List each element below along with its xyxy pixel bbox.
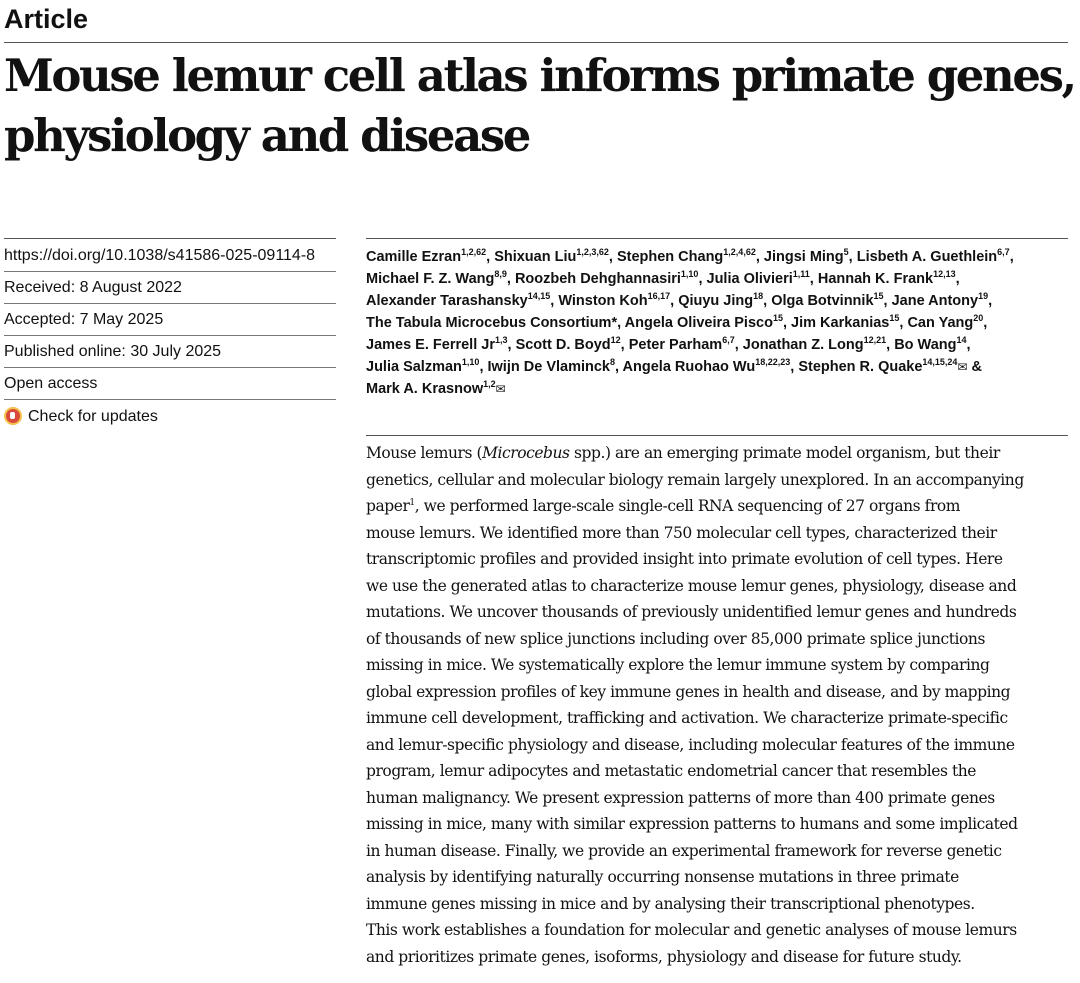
author-affiliation: 8,9 [494,269,507,280]
abstract-line [366,626,1070,653]
author-separator: , [763,293,772,309]
author-name[interactable]: Roozbeh Dehghannasiri [514,271,681,287]
authors-divider [366,238,1068,239]
author-affiliation: 18,22,23 [755,357,791,368]
abstract-line [366,573,1070,600]
author-affiliation: 1,2,4,62 [723,247,756,258]
metadata-divider [4,238,336,239]
author-affiliation: 1,10 [680,269,699,280]
abstract-line [366,652,1070,679]
reference-link[interactable]: 1 [409,497,415,508]
abstract-line [366,467,1070,494]
author-name[interactable]: The Tabula Microcebus Consortium* [366,315,618,331]
author-affiliation: 14,15 [527,291,551,302]
author-name[interactable]: Qiuyu Jing [678,293,754,309]
abstract-text: we use the generated atlas to characterize mouse lemur genes, physiology, disease and [366,576,1017,595]
doi-link[interactable]: https://doi.org/10.1038/s41586-025-09114-8 [4,240,336,272]
author-name[interactable]: James E. Ferrell Jr [366,337,495,353]
author-name[interactable]: Stephen Chang [616,249,724,265]
author-separator: , [790,359,799,375]
author-affiliation: 12,13 [933,269,956,280]
article-title-line: physiology and disease [4,109,530,162]
author-name[interactable]: Jingsi Ming [763,249,844,265]
author-name[interactable]: Iwijn De Vlaminck [487,359,610,375]
author-name[interactable]: Winston Koh [558,293,648,309]
abstract-text: spp.) are an emerging primate model organism, but their [569,444,1000,462]
abstract-line [366,732,1070,759]
author-line [366,290,1070,312]
abstract-text: of thousands of new splice junctions including over 85,000 primate splice junctions [366,629,985,648]
author-name[interactable]: Jim Karkanias [791,315,890,331]
abstract-line [366,917,1070,944]
check-for-updates-link[interactable] [4,400,336,432]
abstract-line [366,838,1070,865]
author-affiliation: 1,10 [461,357,480,368]
author-name[interactable]: Julia Salzman [366,359,462,375]
abstract-text: analysis by identifying naturally occurring nonsense mutations in three primate [366,868,959,886]
author-affiliation: 15 [889,313,900,324]
author-affiliation: 15 [772,313,783,324]
author-name[interactable]: Peter Parham [628,337,723,353]
author-separator: , [670,293,679,309]
abstract-text: human malignancy. We present expression patterns of more than 400 primate genes [366,788,995,807]
abstract-text: mouse lemurs. We identified more than 750 molecular cell types, characterized their [366,523,997,542]
author-separator: , [486,249,495,265]
author-affiliation: 1,11 [792,269,810,280]
author-separator: , [507,337,516,353]
article-title-line: Mouse lemur cell atlas informs primate genes, [4,49,1075,102]
abstract-text: paper [366,497,410,515]
author-line [366,334,1070,356]
author-affiliation: 6,7 [997,247,1010,258]
author-name[interactable]: Hannah K. Frank [817,271,934,287]
author-name[interactable]: Olga Botvinnik [771,293,874,309]
author-line [366,246,1070,268]
author-affiliation: 5 [843,247,849,258]
abstract-line [366,891,1070,918]
abstract-text: missing in mice. We systematically explore the lemur immune system by comparing [366,656,990,674]
author-name[interactable]: Jonathan Z. Long [742,337,864,353]
abstract-text: program, lemur adipocytes and metastatic endometrial cancer that resembles the [366,762,976,780]
abstract-line [366,440,1070,467]
author-separator: , [755,249,764,265]
abstract-text: missing in mice, many with similar expression patterns to humans and some implicated [366,815,1018,833]
author-affiliation: 19 [978,291,989,302]
author-name[interactable]: Scott D. Boyd [515,337,611,353]
article-type-label: Article [4,4,89,34]
author-separator: , [955,271,960,287]
author-affiliation: 16,17 [647,291,671,302]
author-separator: , [550,293,559,309]
author-separator: , [899,315,908,331]
author-name[interactable]: Bo Wang [894,337,957,353]
author-separator: , [506,271,515,287]
abstract-text: This work establishes a foundation for molecular and genetic analyses of mouse lemurs [366,921,1017,939]
abstract-text: immune cell development, trafficking and activation. We characterize primate-specific [366,709,1008,727]
open-access-label: Open access [4,368,336,400]
author-name[interactable]: Angela Oliveira Pisco [624,315,773,331]
abstract-line [366,493,1070,520]
author-affiliation: 14 [956,335,967,346]
email-icon[interactable]: ✉ [957,360,968,374]
author-name[interactable]: Can Yang [907,315,974,331]
abstract-text: in human disease. Finally, we provide an experimental framework for reverse genetic [366,841,1002,860]
abstract-line [366,546,1070,573]
author-separator: , [983,315,988,331]
author-affiliation: 1,2,3,62 [576,247,609,258]
author-line [366,356,1070,378]
author-affiliation: 15 [873,291,884,302]
author-affiliation: 8 [610,357,616,368]
author-separator: , [615,359,623,375]
author-affiliation: 20 [973,313,984,324]
abstract-line [366,944,1070,971]
author-separator: , [734,337,743,353]
author-separator: , [617,315,625,331]
published-date: Published online: 30 July 2025 [4,336,336,368]
author-line [366,268,1070,290]
abstract-line [366,599,1070,626]
author-separator: , [809,271,818,287]
abstract-line [366,679,1070,706]
abstract [366,440,1070,970]
author-separator: , [988,293,993,309]
author-name[interactable]: Camille Ezran [366,249,462,265]
author-affiliation: 12,21 [863,335,887,346]
email-icon[interactable]: ✉ [495,382,506,396]
abstract-line [366,864,1070,891]
author-name[interactable]: Julia Olivieri [706,271,793,287]
received-date: Received: 8 August 2022 [4,272,336,304]
author-separator: , [1009,249,1014,265]
author-separator: , [883,293,892,309]
article-title [4,46,1076,166]
author-list [366,246,1070,400]
abstract-text: Mouse lemurs ( [366,444,483,462]
article-metadata [4,240,336,432]
author-line [366,312,1070,334]
author-separator: , [608,249,617,265]
abstract-line [366,705,1070,732]
accepted-date: Accepted: 7 May 2025 [4,304,336,336]
author-affiliation: 18 [753,291,764,302]
author-affiliation: 12 [610,335,621,346]
abstract-line [366,811,1070,838]
header-divider [4,42,1068,43]
author-separator: , [698,271,707,287]
abstract-line [366,785,1070,812]
author-separator: , [848,249,857,265]
abstract-text: , we performed large-scale single-cell RNA sequencing of 27 organs from [414,497,961,515]
author-name[interactable]: Angela Ruohao Wu [622,359,756,375]
abstract-line [366,520,1070,547]
italic-term: Microcebus [482,444,570,462]
author-line [366,378,1070,400]
check-for-updates-icon [4,407,22,425]
abstract-text: genetics, cellular and molecular biology remain largely unexplored. In an accompanying [366,470,1024,489]
author-separator: , [620,337,629,353]
abstract-text: and prioritizes primate genes, isoforms, physiology and disease for future study. [366,947,962,966]
author-separator: & [967,359,983,375]
abstract-text: and lemur-specific physiology and disease, including molecular features of the immune [366,735,1015,754]
author-name[interactable]: Alexander Tarashansky [366,293,528,309]
abstract-line [366,758,1070,785]
abstract-text: transcriptomic profiles and provided insight into primate evolution of cell types. Here [366,550,1003,568]
author-affiliation: 14,15,24 [922,357,958,368]
author-affiliation: 1,3 [494,335,508,346]
author-name[interactable]: Mark A. Krasnow [366,381,484,397]
author-name[interactable]: Lisbeth A. Guethlein [856,249,998,265]
author-affiliation: 1,2,62 [461,247,487,258]
author-affiliation: 1,2 [483,379,496,390]
author-separator: , [966,337,971,353]
check-for-updates-label: Check for updates [28,407,158,425]
author-separator: , [782,315,792,331]
author-name[interactable]: Stephen R. Quake [798,359,923,375]
abstract-text: immune genes missing in mice and by analysing their transcriptional phenotypes. [366,894,975,913]
abstract-text: mutations. We uncover thousands of previously unidentified lemur genes and hundreds [366,603,1017,621]
author-name[interactable]: Shixuan Liu [494,249,577,265]
author-name[interactable]: Michael F. Z. Wang [366,271,495,287]
author-separator: , [886,337,895,353]
abstract-divider [366,435,1068,436]
author-name[interactable]: Jane Antony [891,293,979,309]
author-affiliation: 6,7 [722,335,735,346]
abstract-text: global expression profiles of key immune genes in health and disease, and by mapping [366,682,1011,701]
author-separator: , [479,359,488,375]
